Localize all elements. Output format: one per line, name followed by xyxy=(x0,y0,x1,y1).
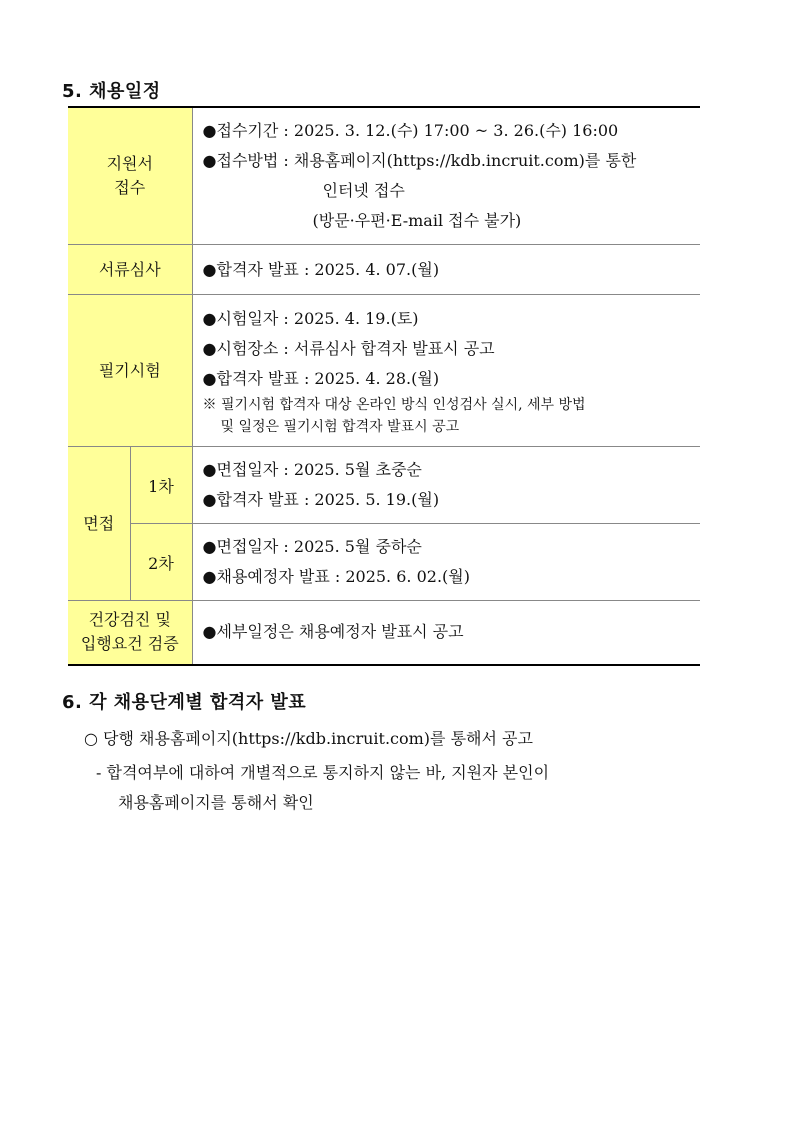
application-method: 접수방법 : 채용홈페이지(https://kdb.incruit.com)를 통한 xyxy=(216,151,637,170)
row-interview-2 xyxy=(68,524,700,601)
bullet-icon: ● xyxy=(202,368,217,388)
bullet-icon: ● xyxy=(202,490,217,509)
content-document xyxy=(192,245,700,295)
section6-title: 6. 각 채용단계별 합격자 발표 xyxy=(62,692,307,713)
written-announce: 합격자 발표 : 2025. 4. 28.(월) xyxy=(216,368,440,388)
label-interview-2: 2차 xyxy=(130,524,192,601)
application-method-note: (방문·우편·E-mail 접수 불가) xyxy=(312,211,522,230)
content-interview-2 xyxy=(192,524,700,601)
bullet-icon: ● xyxy=(202,338,217,358)
bullet-icon: ● xyxy=(202,537,217,556)
row-application xyxy=(68,107,700,245)
label-interview-1: 1차 xyxy=(130,447,192,524)
application-period: 접수기간 : 2025. 3. 12.(수) 17:00 ~ 3. 26.(수) 16:00 xyxy=(216,121,619,140)
content-health xyxy=(192,601,700,665)
content-interview-1 xyxy=(192,447,700,524)
label-health xyxy=(68,601,192,665)
section5-title: 5. 채용일정 xyxy=(62,81,161,102)
section6-item2-line2: 채용홈페이지를 통해서 확인 xyxy=(118,793,314,812)
label-document: 서류심사 xyxy=(68,245,192,295)
interview1-date: 면접일자 : 2025. 5월 초중순 xyxy=(216,460,422,479)
written-date: 시험일자 : 2025. 4. 19.(토) xyxy=(216,308,419,328)
interview2-announce: 채용예정자 발표 : 2025. 6. 02.(월) xyxy=(216,567,470,586)
label-line: 접수 xyxy=(114,178,146,197)
written-note-line2: 및 일정은 필기시험 합격자 발표시 공고 xyxy=(220,418,460,435)
bullet-icon: ● xyxy=(202,151,217,170)
interview1-announce: 합격자 발표 : 2025. 5. 19.(월) xyxy=(216,490,440,509)
label-line: 지원서 xyxy=(106,154,153,173)
bullet-icon: ● xyxy=(202,259,217,279)
section6-item1: ○ 당행 채용홈페이지(https://kdb.incruit.com)를 통해서 공고 xyxy=(84,729,533,748)
row-written xyxy=(68,295,700,447)
content-written xyxy=(192,295,700,447)
written-place: 시험장소 : 서류심사 합격자 발표시 공고 xyxy=(216,338,495,358)
section6-item2-line1: - 합격여부에 대하여 개별적으로 통지하지 않는 바, 지원자 본인이 xyxy=(96,763,550,782)
row-health xyxy=(68,601,700,665)
interview2-date: 면접일자 : 2025. 5월 중하순 xyxy=(216,537,422,556)
health-detail: 세부일정은 채용예정자 발표시 공고 xyxy=(216,622,464,642)
application-method-cont: 인터넷 접수 xyxy=(322,181,405,200)
document-announce: 합격자 발표 : 2025. 4. 07.(월) xyxy=(216,259,440,279)
bullet-icon: ● xyxy=(202,121,217,140)
schedule-table xyxy=(68,106,700,666)
label-written: 필기시험 xyxy=(68,295,192,447)
bullet-icon: ● xyxy=(202,308,217,328)
written-note-line1: ※ 필기시험 합격자 대상 온라인 방식 인성검사 실시, 세부 방법 xyxy=(202,396,586,413)
label-application xyxy=(68,107,192,245)
label-interview: 면접 xyxy=(68,447,130,601)
row-interview-1 xyxy=(68,447,700,524)
label-line: 건강검진 및 xyxy=(88,610,171,630)
bullet-icon: ● xyxy=(202,622,217,642)
bullet-icon: ● xyxy=(202,567,217,586)
bullet-icon: ● xyxy=(202,460,217,479)
row-document xyxy=(68,245,700,295)
content-application xyxy=(192,107,700,245)
label-line: 입행요건 검증 xyxy=(80,634,179,654)
